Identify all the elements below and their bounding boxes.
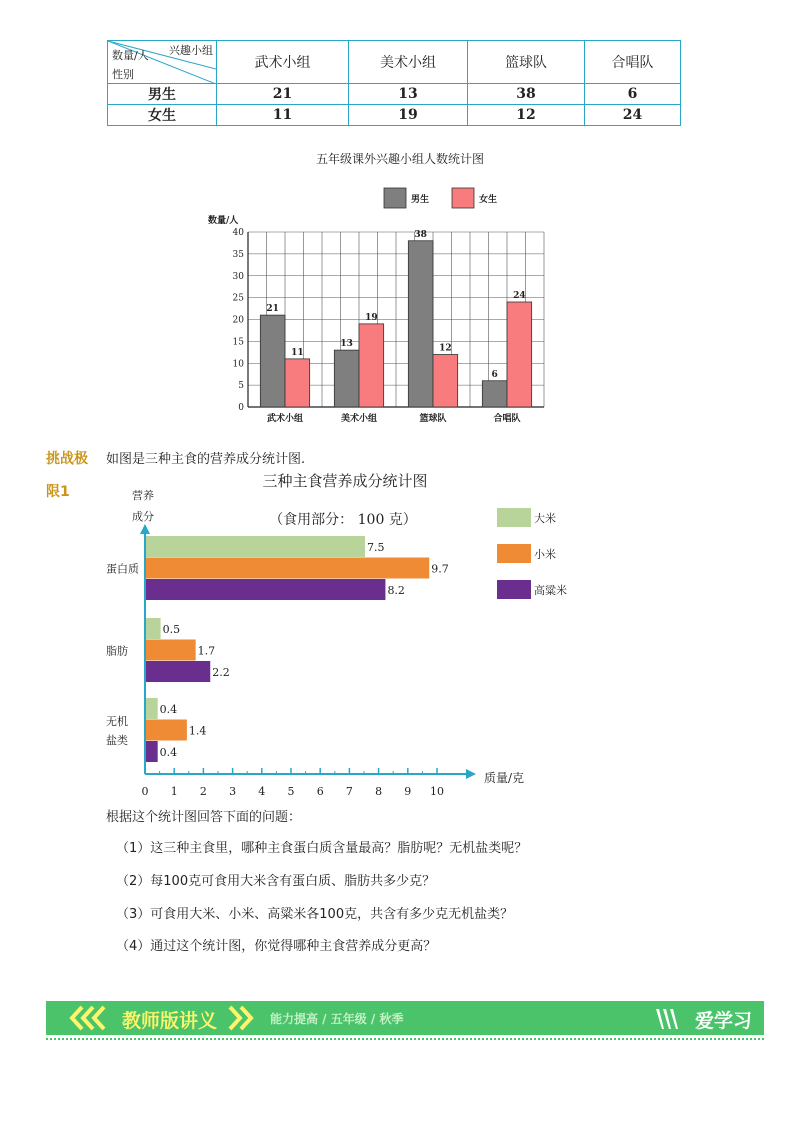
legend-swatch xyxy=(497,580,531,599)
table-header: 武术小组 xyxy=(217,41,349,84)
legend-label: 高粱米 xyxy=(534,584,567,597)
aixuexi-logo-icon xyxy=(654,1005,684,1031)
challenge-label-line2: 限1 xyxy=(46,484,70,500)
table-header: 篮球队 xyxy=(468,41,585,84)
question-item: （1）这三种主食里，哪种主食蛋白质含量最高？脂肪呢？无机盐类呢？ xyxy=(116,841,528,856)
legend-label: 大米 xyxy=(534,512,556,525)
data-table xyxy=(107,40,681,126)
chart2-horizontal-bar xyxy=(100,468,600,798)
x-tick-label: 4 xyxy=(258,785,266,798)
chart1-title: 五年级课外兴趣小组人数统计图 xyxy=(315,152,484,166)
bar xyxy=(146,661,210,682)
footer-brand: 教师版讲义 xyxy=(122,1010,218,1032)
table-header-row xyxy=(108,41,681,84)
bar xyxy=(507,302,532,407)
data-label: 0.5 xyxy=(162,623,181,636)
x-tick-label: 8 xyxy=(375,785,383,798)
table-cell: 13 xyxy=(349,84,468,105)
y-tick-label: 35 xyxy=(232,249,244,260)
category-label: 合唱队 xyxy=(493,414,521,424)
table-cell: 38 xyxy=(468,84,585,105)
bar xyxy=(146,536,365,557)
y-tick-label: 10 xyxy=(232,359,244,370)
questions-intro: 根据这个统计图回答下面的问题： xyxy=(106,810,302,825)
row-label: 男生 xyxy=(108,84,217,105)
x-tick-label: 2 xyxy=(199,785,207,798)
diag-bottom-label: 性别 xyxy=(112,68,134,81)
legend-swatch xyxy=(452,188,474,208)
legend-label: 男生 xyxy=(411,195,430,205)
table-header: 美术小组 xyxy=(349,41,468,84)
data-label: 0.4 xyxy=(159,746,178,759)
y-tick-label: 5 xyxy=(238,381,244,392)
table-row xyxy=(108,84,681,105)
category-label: 篮球队 xyxy=(419,414,447,424)
bar xyxy=(146,698,158,719)
footer-logo-text: 爱学习 xyxy=(694,1010,752,1032)
table-row xyxy=(108,105,681,126)
bar xyxy=(146,618,161,639)
bar xyxy=(408,241,433,407)
bar xyxy=(359,324,384,407)
table-header: 合唱队 xyxy=(585,41,681,84)
category-label: 无机 xyxy=(106,714,128,728)
data-label: 24 xyxy=(513,291,526,301)
bar xyxy=(334,350,359,407)
y-axis-label: 成分 xyxy=(132,510,154,523)
legend-swatch xyxy=(384,188,406,208)
data-label: 9.7 xyxy=(431,562,449,576)
chart2-subtitle: （食用部分： 100 克） xyxy=(269,512,417,528)
category-label: 脂肪 xyxy=(106,644,128,658)
footer-banner xyxy=(46,1001,764,1035)
data-label: 8.2 xyxy=(387,584,405,597)
y-tick-label: 25 xyxy=(232,293,244,304)
y-tick-label: 20 xyxy=(232,315,244,326)
question-item: （3）可食用大米、小米、高粱米各100克，共含有多少克无机盐类？ xyxy=(116,907,514,922)
footer-dotted-divider xyxy=(46,1038,764,1040)
x-tick-label: 9 xyxy=(404,785,412,798)
bar xyxy=(285,359,310,407)
data-label: 6 xyxy=(491,369,498,380)
data-label: 21 xyxy=(266,304,279,315)
category-label: 蛋白质 xyxy=(106,562,139,576)
chart2-title: 三种主食营养成分统计图 xyxy=(262,472,428,490)
x-tick-label: 1 xyxy=(170,785,178,798)
y-axis-label: 数量/人 xyxy=(208,216,239,226)
data-label: 1.7 xyxy=(197,644,216,658)
table-cell: 19 xyxy=(349,105,468,126)
x-tick-label: 3 xyxy=(229,785,237,798)
question-item: （4）通过这个统计图，你觉得哪种主食营养成分更高？ xyxy=(116,939,437,954)
category-label: 美术小组 xyxy=(340,414,378,424)
x-tick-label: 0 xyxy=(141,785,149,798)
bar xyxy=(146,640,196,661)
data-label: 7.5 xyxy=(367,541,385,554)
bar xyxy=(146,720,187,741)
data-label: 1.4 xyxy=(188,724,207,738)
table-cell: 21 xyxy=(217,84,349,105)
x-tick-label: 10 xyxy=(430,785,444,798)
data-label: 38 xyxy=(414,229,427,240)
category-label: 武术小组 xyxy=(266,414,304,424)
table-cell: 24 xyxy=(585,105,681,126)
x-axis-label: 质量/克 xyxy=(484,771,525,785)
x-axis-arrow xyxy=(466,769,476,779)
diag-top-label: 兴趣小组 xyxy=(169,44,213,57)
data-label: 11 xyxy=(291,347,304,358)
question-item: （2）每100克可食用大米含有蛋白质、脂肪共多少克？ xyxy=(116,874,436,889)
chart1-group-bar xyxy=(200,180,560,430)
row-label: 女生 xyxy=(108,105,217,126)
y-axis-label: 营养 xyxy=(132,489,154,502)
bar xyxy=(260,315,285,407)
y-tick-label: 40 xyxy=(232,228,244,238)
chevron-right-icon xyxy=(224,1005,268,1031)
table-cell: 6 xyxy=(585,84,681,105)
data-label: 19 xyxy=(365,312,378,323)
data-label: 2.2 xyxy=(212,666,230,679)
legend-label: 女生 xyxy=(479,195,498,205)
table-cell: 12 xyxy=(468,105,585,126)
chevron-left-icon xyxy=(60,1005,120,1031)
y-axis-arrow xyxy=(140,524,150,534)
legend-label: 小米 xyxy=(534,548,556,561)
footer-breadcrumb: 能力提高 / 五年级 / 秋季 xyxy=(270,1012,404,1026)
bar xyxy=(146,579,385,600)
diag-mid-label: 数量/人 xyxy=(112,49,149,62)
bar xyxy=(482,381,507,407)
data-label: 0.4 xyxy=(159,703,178,716)
legend-swatch xyxy=(497,544,531,563)
bar xyxy=(146,741,158,762)
legend-swatch xyxy=(497,508,531,527)
x-tick-label: 6 xyxy=(316,785,324,798)
y-tick-label: 15 xyxy=(232,337,244,348)
table-cell: 11 xyxy=(217,105,349,126)
category-label: 盐类 xyxy=(106,733,128,747)
y-tick-label: 0 xyxy=(238,403,244,413)
problem-intro: 如图是三种主食的营养成分统计图. xyxy=(106,452,306,467)
x-tick-label: 7 xyxy=(345,785,353,798)
x-tick-label: 5 xyxy=(287,785,295,798)
y-tick-label: 30 xyxy=(232,271,244,282)
diagonal-header-cell xyxy=(108,41,217,84)
data-label: 12 xyxy=(439,343,452,354)
data-label: 13 xyxy=(340,339,353,350)
bar xyxy=(146,558,429,579)
challenge-label-line1: 挑战极 xyxy=(46,451,88,467)
bar xyxy=(433,355,458,408)
